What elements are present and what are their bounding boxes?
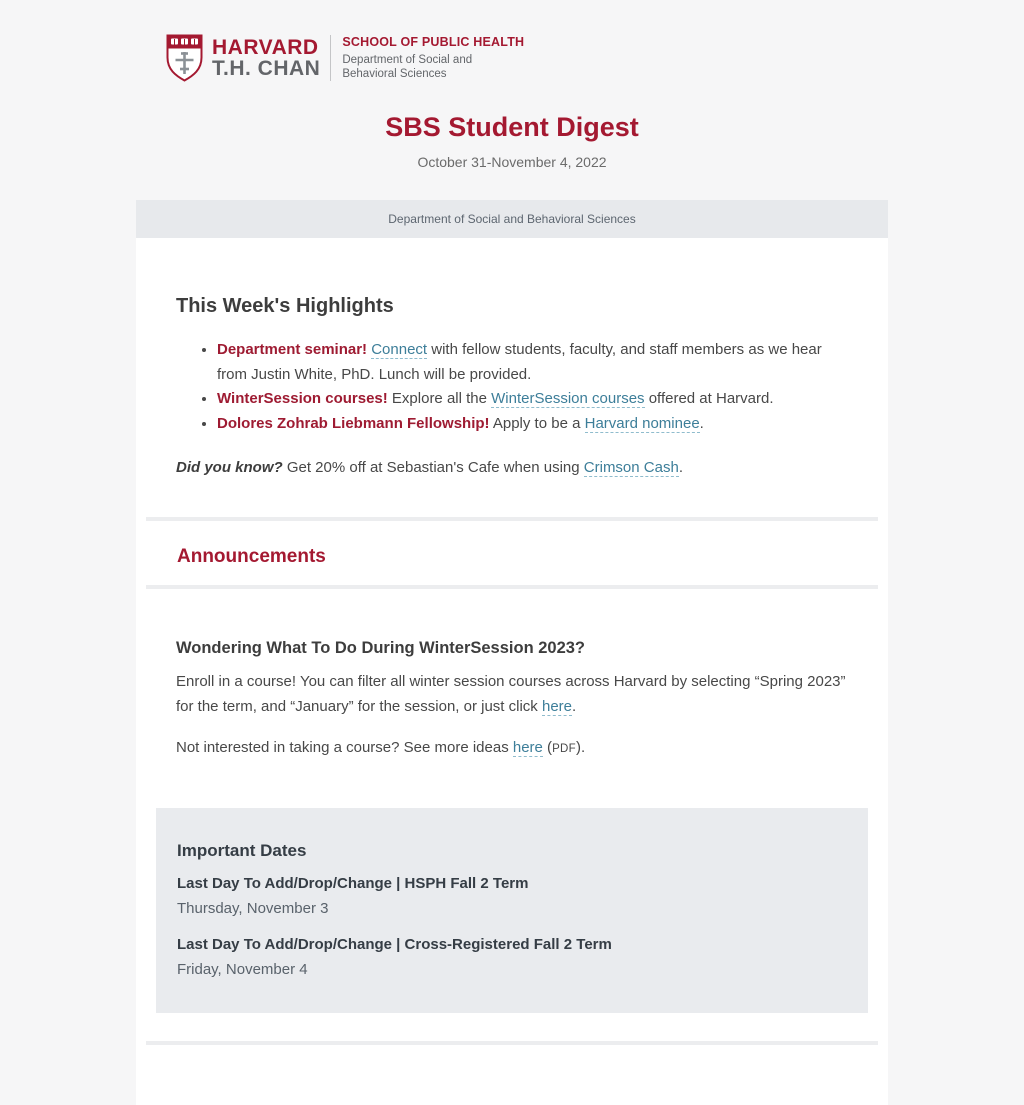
issue-date: October 31-November 4, 2022 bbox=[417, 154, 607, 170]
article-text: ( bbox=[542, 739, 553, 757]
date-item-title: Last Day To Add/Drop/Change | HSPH Fall 2 Term bbox=[177, 874, 529, 892]
harvard-chan-logo[interactable] bbox=[166, 33, 888, 83]
wordmark-line1: HARVARD bbox=[212, 36, 319, 59]
article-text: . bbox=[572, 697, 577, 715]
did-you-know-lead: Did you know? bbox=[176, 458, 283, 476]
section-divider bbox=[146, 585, 878, 589]
article-text: Enroll in a course! You can filter all winter session courses across Harvard by selecting “Spring 2023” for the term, and “January” for the session, or just click bbox=[176, 673, 846, 715]
highlight-lead: WinterSession courses! bbox=[217, 390, 388, 408]
article-paragraph bbox=[176, 670, 848, 719]
did-you-know bbox=[176, 456, 848, 481]
newsletter-body bbox=[136, 238, 888, 1105]
harvard-nominee-link[interactable]: Harvard nominee bbox=[584, 415, 700, 433]
highlight-text: Apply to be a bbox=[489, 415, 585, 433]
highlight-text: Explore all the bbox=[387, 390, 492, 408]
department-name-line1: Department of Social and bbox=[342, 54, 473, 66]
highlights-heading: This Week's Highlights bbox=[176, 295, 394, 317]
article-title: Wondering What To Do During WinterSession 2023? bbox=[176, 639, 586, 658]
announcements-heading: Announcements bbox=[177, 546, 326, 568]
important-dates-heading: Important Dates bbox=[177, 840, 307, 860]
highlight-item bbox=[217, 338, 848, 387]
date-item bbox=[177, 874, 847, 918]
school-name: SCHOOL OF PUBLIC HEALTH bbox=[342, 35, 525, 49]
highlights-list bbox=[176, 338, 848, 437]
newsletter-title: SBS Student Digest bbox=[385, 112, 639, 142]
highlight-lead: Dolores Zohrab Liebmann Fellowship! bbox=[217, 415, 490, 433]
date-item bbox=[177, 935, 847, 979]
highlight-lead: Department seminar! bbox=[217, 341, 368, 358]
logo-divider bbox=[330, 35, 331, 81]
important-dates-card bbox=[156, 808, 868, 1013]
department-name-line2: Behavioral Sciences bbox=[342, 68, 447, 80]
article-text: Not interested in taking a course? See more ideas bbox=[176, 739, 513, 757]
courses-here-link[interactable]: here bbox=[541, 697, 573, 715]
highlight-text: with fellow students, faculty, and staff members as we hear from Justin White, PhD. Lunch will be provided. bbox=[217, 341, 822, 383]
section-divider bbox=[146, 1041, 878, 1045]
date-item-title: Last Day To Add/Drop/Change | Cross-Registered Fall 2 Term bbox=[177, 935, 612, 953]
wordmark-line2: T.H. CHAN bbox=[212, 57, 321, 80]
harvard-shield-icon bbox=[166, 34, 203, 82]
highlight-item bbox=[217, 387, 848, 412]
ideas-here-link[interactable]: here bbox=[512, 739, 543, 757]
did-you-know-text: . bbox=[678, 458, 683, 476]
email-newsletter bbox=[136, 0, 888, 1105]
newsletter-header bbox=[136, 0, 888, 170]
pdf-tag: PDF bbox=[552, 743, 576, 756]
highlight-item bbox=[217, 412, 848, 437]
article-text: ). bbox=[575, 739, 586, 757]
logo-school-block bbox=[342, 35, 524, 81]
connect-link[interactable]: Connect bbox=[371, 341, 428, 358]
date-item-date: Thursday, November 3 bbox=[177, 899, 329, 917]
highlight-text: . bbox=[699, 415, 704, 433]
section-divider bbox=[146, 517, 878, 521]
date-item-date: Friday, November 4 bbox=[177, 960, 308, 978]
crimson-cash-link[interactable]: Crimson Cash bbox=[583, 458, 679, 476]
article-paragraph bbox=[176, 736, 848, 762]
wintersession-courses-link[interactable]: WinterSession courses bbox=[491, 390, 645, 408]
department-bar: Department of Social and Behavioral Sciences bbox=[136, 200, 888, 238]
harvard-wordmark bbox=[212, 37, 320, 79]
did-you-know-text: Get 20% off at Sebastian's Cafe when using bbox=[282, 458, 584, 476]
highlight-text: offered at Harvard. bbox=[644, 390, 774, 408]
